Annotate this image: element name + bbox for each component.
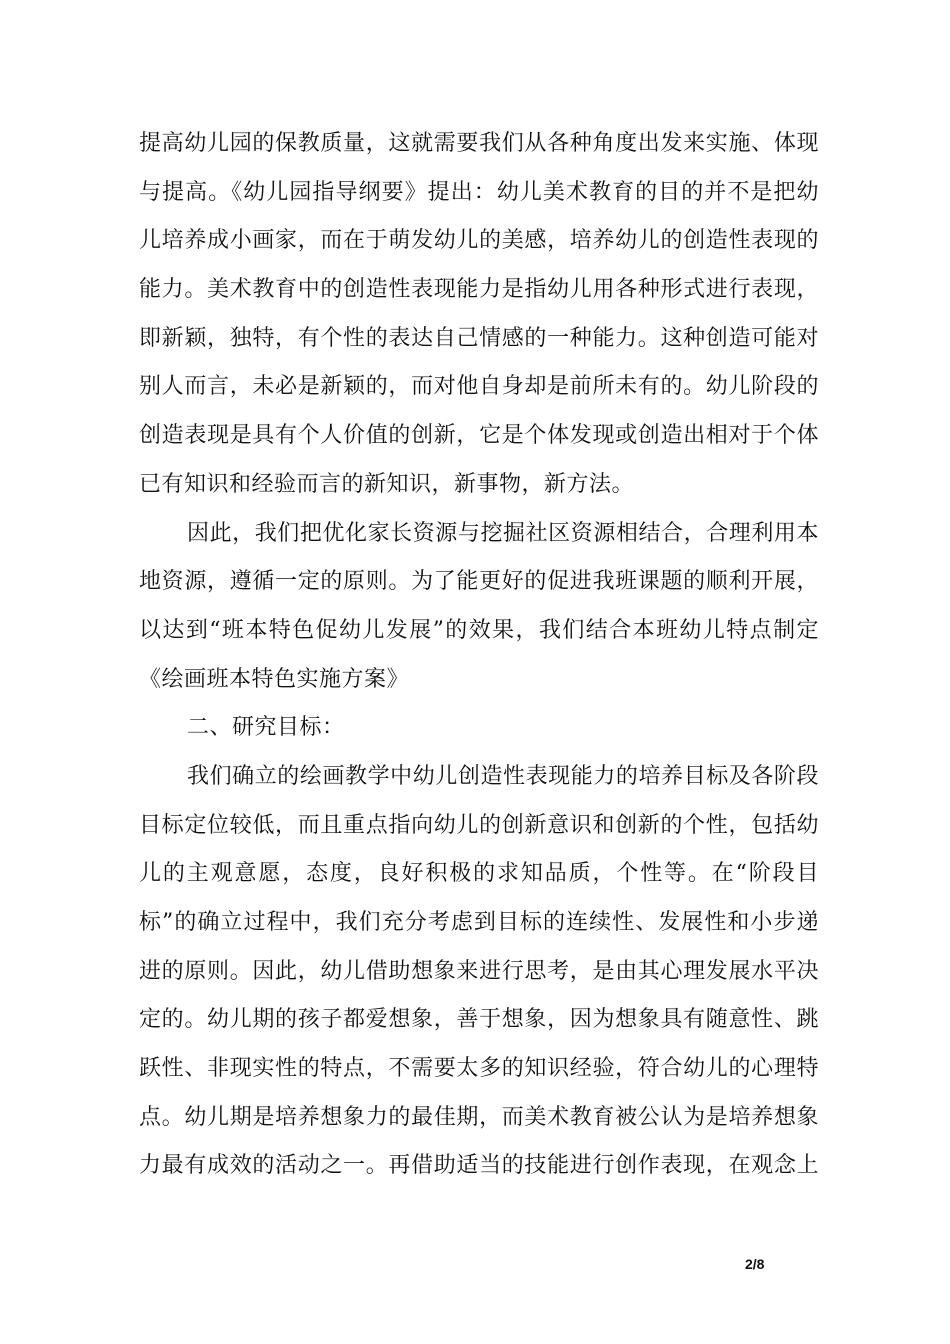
paragraph-line: 创造表现是具有个人价值的创新，它是个体发现或创造出相对于个体 [139, 423, 819, 449]
paragraph-line: 因此，我们把优化家长资源与挖掘社区资源相结合，合理利用本 [187, 520, 819, 546]
paragraph-line: 跃性、非现实性的特点，不需要太多的知识经验，符合幼儿的心理特 [139, 1056, 819, 1082]
paragraph-line: 目标定位较低，而且重点指向幼儿的创新意识和创新的个性，包括幼 [139, 812, 819, 838]
paragraph-line: 儿的主观意愿，态度，良好积极的求知品质，个性等。在“阶段目 [139, 861, 819, 887]
paragraph-line: 进的原则。因此，幼儿借助想象来进行思考，是由其心理发展水平决 [139, 958, 819, 984]
paragraph-line: 提高幼儿园的保教质量，这就需要我们从各种角度出发来实施、体现 [139, 131, 819, 156]
paragraph-3 [139, 753, 819, 1191]
paragraph-2 [139, 510, 819, 705]
paragraph-line: 以达到“班本特色促幼儿发展”的效果，我们结合本班幼儿特点制定 [139, 617, 819, 643]
paragraph-line: 即新颖，独特，有个性的表达自己情感的一种能力。这种创造可能对 [139, 325, 819, 351]
paragraph-line: 《绘画班本特色实施方案》 [139, 666, 410, 692]
paragraph-line: 地资源，遵循一定的原则。为了能更好的促进我班课题的顺利开展， [139, 569, 819, 595]
paragraph-line: 别人而言，未必是新颖的，而对他自身却是前所未有的。幼儿阶段的 [139, 374, 819, 400]
paragraph-1 [139, 120, 819, 510]
paragraph-line: 定的。幼儿期的孩子都爱想象，善于想象，因为想象具有随意性、跳 [139, 1007, 819, 1033]
section-heading-text: 二、研究目标： [187, 715, 345, 741]
paragraph-line: 我们确立的绘画教学中幼儿创造性表现能力的培养目标及各阶段 [187, 763, 819, 789]
paragraph-line: 儿培养成小画家，而在于萌发幼儿的美感，培养幼儿的创造性表现的 [139, 228, 819, 254]
section-heading [139, 704, 819, 753]
paragraph-line: 力最有成效的活动之一。再借助适当的技能进行创作表现，在观念上 [139, 1153, 819, 1179]
paragraph-line: 能力。美术教育中的创造性表现能力是指幼儿用各种形式进行表现， [139, 277, 819, 303]
paragraph-line: 已有知识和经验而言的新知识，新事物，新方法。 [139, 471, 635, 497]
document-body [139, 120, 819, 1191]
page-number: 2/8 [745, 1256, 765, 1272]
paragraph-line: 点。幼儿期是培养想象力的最佳期，而美术教育被公认为是培养想象 [139, 1104, 819, 1130]
paragraph-line: 标”的确立过程中，我们充分考虑到目标的连续性、发展性和小步递 [139, 910, 819, 935]
paragraph-line: 与提高。《幼儿园指导纲要》提出：幼儿美术教育的目的并不是把幼 [139, 179, 819, 205]
